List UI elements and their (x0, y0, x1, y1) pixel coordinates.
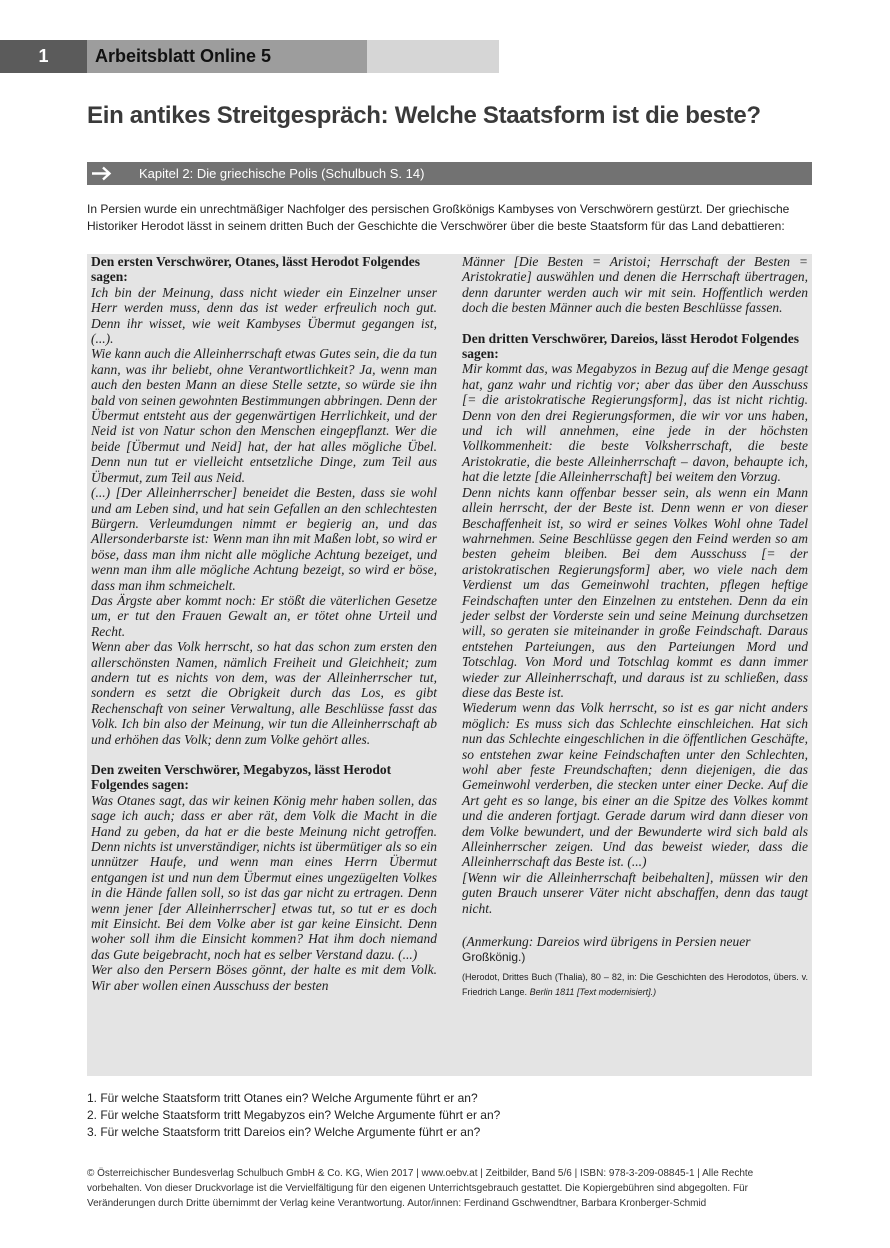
dareios-paragraph: Denn nichts kann offenbar besser sein, als wenn ein Mann allein herrscht, der der Beste ist. Denn wenn er von dieser Beschaffenheit ist, so wird er seines Volkes Wohl ohne Tadel wahrnehmen. Seine Beschlüsse gegen den Feind werden so am besten geheim bleiben. Bei dem Ausschuss [= der aristokratischen Regierungsform] aber, wo viele nach dem Verdienst um das Gemeinwohl trachten, pflegen heftige Feindschaften unter den Einzelnen zu entstehen. Denn da ein jeder selbst der Vorderste sein und seine Meinung durchsetzen will, so geraten sie miteinander in große Feindschaft. Daraus entstehen Parteiungen, aus den Parteiungen Mord und Totschlag. Von Mord und Totschlag kommt es dann immer wieder zur Alleinherrschaft, und daraus ist zu schließen, dass diese das Beste ist. (462, 484, 808, 700)
source-column-left (91, 254, 437, 993)
otanes-paragraph: Wie kann auch die Alleinherrschaft etwas Gutes sein, die da tun kann, was ihr beliebt, ohne Verantwortlichkeit? Ja, wenn man auch den besten Mann an diese Stelle setzte, so würde sie ihn bald von seinen gewohnten Bestimmungen abbringen. Denn der Übermut entsteht aus der gegenwärtigen Herrlichkeit, und der Neid ist von Natur schon den Menschen eingepflanzt. Wer die beide [Übermut und Neid] hat, der hat alles mögliche Übel. Denn nun tut er vielleicht entsetzliche Dinge, zum Teil aus Übermut, zum Teil aus Neid. (91, 346, 437, 485)
chapter-bar (87, 162, 812, 185)
page-number: 1 (0, 40, 87, 73)
dareios-paragraph: [Wenn wir die Alleinherrschaft beibehalten], müssen wir den guten Brauch unserer Väter nicht abschaffen, denn das taugt nicht. (462, 869, 808, 916)
source-citation-italic: Berlin 1811 [Text modernisiert].) (529, 986, 657, 997)
megabyzos-paragraph: Was Otanes sagt, das wir keinen König mehr haben sollen, das sage ich auch; dass er aber rät, dem Volk die Macht in die Hand zu geben, da hat er die beste Meinung nicht getroffen. Denn nichts ist unverständiger, nichts ist übermütiger als so ein unnützer Haufe, und wenn man eines Herrn Übermut entgangen ist und nun dem Übermut eines ungezügelten Volkes in die Hände fallen soll, so ist das gar nicht zu ertragen. Denn wenn jener [der Alleinherrscher] etwas tut, so tut er es doch mit Einsicht. Bei dem Volke aber ist gar keine Einsicht. Denn woher soll ihm die Einsicht kommen? Hat ihm doch niemand das Gute beigebracht, noch hat es selber Verstand dazu. (...) (91, 792, 437, 962)
otanes-paragraph: Wenn aber das Volk herrscht, so hat das schon zum ersten den allerschönsten Namen, nämlich Freiheit und Gleichheit; zum andern tut es nichts von dem, was der Alleinherrscher tut, sondern es setzt die Obrigkeit durch das Los, es gibt Rechenschaft von seiner Verwaltung, alle Beschlüsse fasst das Volk. Ich bin also der Meinung, wir tun die Alleinherrschaft ab und erhöhen das Volk; denn zum Volke gehört alles. (91, 639, 437, 747)
worksheet-label: Arbeitsblatt Online 5 (87, 40, 367, 73)
otanes-paragraph: (...) [Der Alleinherrscher] beneidet die Besten, dass sie wohl und am Leben sind, und hat sein Gefallen an den schlechtesten Bürgern. Verleumdungen nimmt er begierig an, und das Allersonderbarste ist: Wenn man ihn mit Maßen lobt, so wird er böse, dass man ihm nicht alle mögliche Achtung bezeiget, und wenn man ihm alle mögliche Achtung bezeigt, so wird er böse, dass man ihm schmeichelt. (91, 485, 437, 593)
source-column-right (462, 254, 808, 1000)
megabyzos-paragraph-continued: Wer also den Persern Böses gönnt, der halte es mit dem Volk. Wir aber wollen einen Ausschuss der besten (91, 962, 437, 993)
copyright-footer: © Österreichischer Bundesverlag Schulbuch GmbH & Co. KG, Wien 2017 | www.oebv.at | Zeitbilder, Band 5/6 | ISBN: 978-3-209-08845-1 | Alle Rechte vorbehalten. Von dieser Druckvorlage ist die Vervielfältigung für den eigenen Unterrichtsgebrauch gestattet. Die Kopiergebühren sind abgegolten. Für Veränderungen durch Dritte übernimmt der Verlag keine Verantwortung. Autor/innen: Ferdinand Gschwendtner, Barbara Kronberger-Schmid (87, 1168, 754, 1209)
otanes-paragraph: Das Ärgste aber kommt noch: Er stößt die väterlichen Gesetze um, er tut den Frauen Gewalt an, er tötet ohne Urteil und Recht. (91, 592, 437, 639)
megabyzos-paragraph-continued-right: Männer [Die Besten = Aristoi; Herrschaft der Besten = Aristokratie] auswählen und denen die Herrschaft übertragen, denn darunter werden auch wir mit sein. Hoffentlich werden doch die besten Männer auch die besten Beschlüsse fassen. (462, 254, 808, 316)
chapter-label: Kapitel 2: Die griechische Polis (Schulbuch S. 14) (139, 166, 425, 181)
intro-paragraph: In Persien wurde ein unrechtmäßiger Nachfolger des persischen Großkönigs Kambyses von Verschwörern gestürzt. Der griechische Historiker Herodot lässt in seinem dritten Buch der Geschichte die Verschwörer über die beste Staatsform für das Land debattieren: (87, 202, 790, 233)
question-item: 2. Für welche Staatsform tritt Megabyzos ein? Welche Argumente führt er an? (87, 1108, 501, 1122)
dareios-paragraph: Mir kommt das, was Megabyzos in Bezug auf die Menge gesagt hat, ganz wahr und richtig vor; aber das über den Ausschuss [= die aristokratische Regierungsform], das ist nicht richtig. Denn von den drei Regierungsformen, die wir vor uns haben, und ich will annehmen, eine jede in der höchsten Vollkommenheit: die beste Volksherrschaft, die beste Aristokratie, die beste Alleinherrschaft – davon, behaupte ich, hat die letzte [die Alleinherrschaft] bei weitem den Vorzug. (462, 361, 808, 485)
dareios-paragraph: Wiederum wenn das Volk herrscht, so ist es gar nicht anders möglich: Es muss sich das Schlechte einschleichen. Hat sich nun das Schlechte eingeschlichen in die öffentlichen Geschäfte, so entstehen zwar keine Feindschaften unter den Schlechten, wohl aber feste Freundschaften; denn diejenigen, die das Gemeinwohl verderben, die stecken unter einer Decke. Auf die Art geht es so lange, bis einer an die Spitze des Volkes kommt und die anderen fortjagt. Gerade darum wird dann dieser von dem Volke bewundert, und der Bewunderte wird sich bald als Alleinherrscher zeigen. Und das beweist wieder, dass die Alleinherrschaft das Beste ist. (...) (462, 700, 808, 870)
otanes-paragraph: Ich bin der Meinung, dass nicht wieder ein Einzelner unser Herr werden muss, denn das ist weder erfreulich noch gut. Denn ihr wisset, wie weit Kambyses Übermut gegangen ist, (...). (91, 284, 437, 347)
page-title: Ein antikes Streitgespräch: Welche Staatsform ist die beste? (87, 102, 761, 129)
annotation-note-plain: Großkönig.) (462, 950, 526, 965)
header-bar-extension (367, 40, 499, 73)
arrow-right-icon (87, 162, 117, 185)
otanes-heading: Den ersten Verschwörer, Otanes, lässt Herodot Folgendes sagen: (91, 254, 420, 285)
annotation-note (462, 934, 808, 966)
question-list (87, 1090, 817, 1141)
source-citation (462, 970, 808, 1000)
annotation-note-italic: (Anmerkung: Dareios wird übrigens in Persien neuer (462, 934, 751, 950)
question-item: 1. Für welche Staatsform tritt Otanes ein? Welche Argumente führt er an? (87, 1091, 478, 1105)
question-item: 3. Für welche Staatsform tritt Dareios ein? Welche Argumente führt er an? (87, 1125, 481, 1139)
source-text-box (87, 254, 812, 1076)
megabyzos-heading: Den zweiten Verschwörer, Megabyzos, lässt Herodot Folgendes sagen: (91, 762, 392, 793)
dareios-heading: Den dritten Verschwörer, Dareios, lässt Herodot Folgendes sagen: (462, 330, 799, 362)
source-citation-plain: (Herodot, Drittes Buch (Thalia), 80 – 82, in: Die Geschichten des Herodotos, übers. v. Friedrich Lange. (462, 971, 808, 997)
